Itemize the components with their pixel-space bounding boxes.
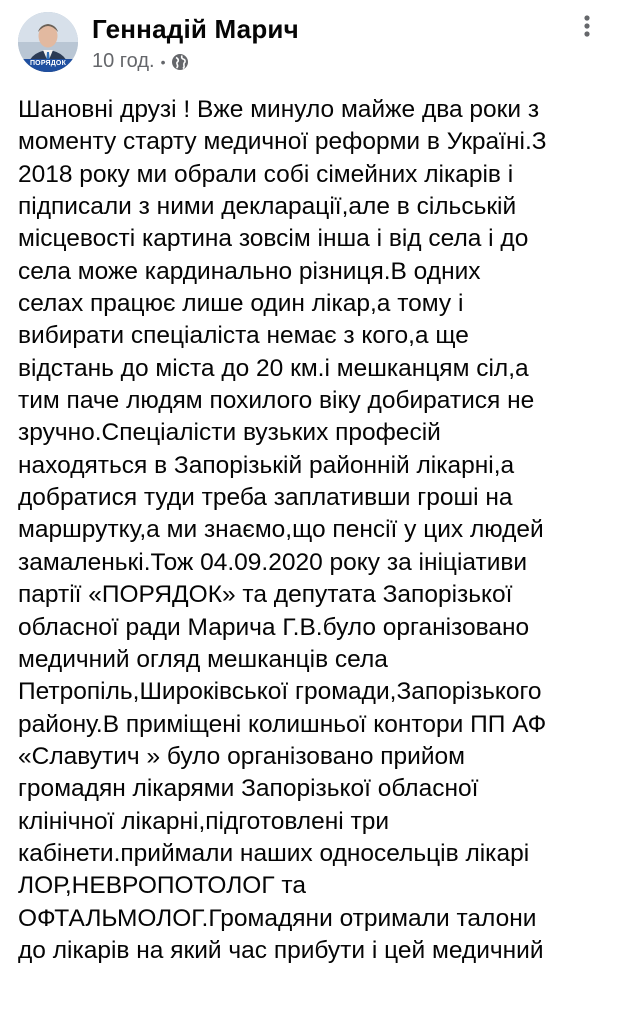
post-text-line: зручно.Спеціалісти вузьких професій [18, 419, 441, 447]
post-text-line: медичний огляд мешканців села [18, 645, 388, 673]
post-text-line: партії «ПОРЯДОК» та депутата Запорізької [18, 581, 513, 609]
post-text-line: Петропіль,Широківської громади,Запорізького [18, 678, 542, 706]
post-text-line: вибирати спеціаліста немає з кого,а ще [18, 322, 469, 350]
post-text-line: підписали з ними декларації,але в сільській [18, 193, 517, 221]
post-text-line: 2018 року ми обрали собі сімейних лікарів і [18, 160, 514, 188]
author-avatar[interactable] [18, 12, 78, 72]
post-text-line: обласної ради Марича Г.В.було організовано [18, 613, 530, 641]
post-body [18, 94, 618, 967]
meta-separator: • [160, 53, 166, 70]
globe-icon[interactable] [171, 53, 189, 71]
post-text-line: моменту старту медичної реформи в Україні.З [18, 128, 547, 156]
post-text-line: ОФТАЛЬМОЛОГ.Громадяни отримали талони [18, 904, 537, 932]
author-name[interactable]: Геннадій Марич [92, 14, 299, 44]
post-text-line: відстань до міста до 20 км.і мешканцям сіл,а [18, 354, 529, 382]
post-text-line: району.В приміщені колишньої контори ПП АФ [18, 710, 547, 738]
post-text-line: Шановні друзі ! Вже минуло майже два роки з [18, 96, 540, 123]
post-text-line: тим паче людям похилого віку добиратися не [18, 387, 535, 415]
post-text-line: села може кардинально різниця.В одних [18, 257, 481, 285]
post-text-line: замаленькі.Тож 04.09.2020 року за ініціативи [18, 548, 528, 576]
post-text-line: добратися туди треба заплативши гроші на [18, 484, 513, 512]
post-text-line: маршрутку,а ми знаємо,що пенсії у цих людей [18, 516, 544, 544]
more-options-icon[interactable] [574, 14, 600, 38]
post-text-line: селах працює лише один лікар,а тому і [18, 290, 464, 318]
post-text-line: клінічної лікарні,підготовлені три [18, 807, 390, 835]
post-header [0, 0, 620, 84]
post-meta [92, 50, 189, 73]
post-text-line: до лікарів на який час прибути і цей медичний [18, 936, 544, 964]
post-time[interactable]: 10 год. [92, 50, 155, 72]
post-text-line: громадян лікарями Запорізької обласної [18, 775, 479, 803]
post-text-line: кабінети.приймали наших односельців лікарі [18, 839, 530, 867]
avatar-badge: ПОРЯДОК [29, 60, 67, 67]
post-text-line: ЛОР,НЕВРОПОТОЛОГ та [18, 872, 306, 900]
post-text-line: місцевості картина зовсім інша і від села і до [18, 225, 529, 253]
post-text-line: «Славутич » було організовано прийом [18, 742, 465, 770]
post-text-line: находяться в Запорізькій районній лікарні,а [18, 451, 515, 479]
